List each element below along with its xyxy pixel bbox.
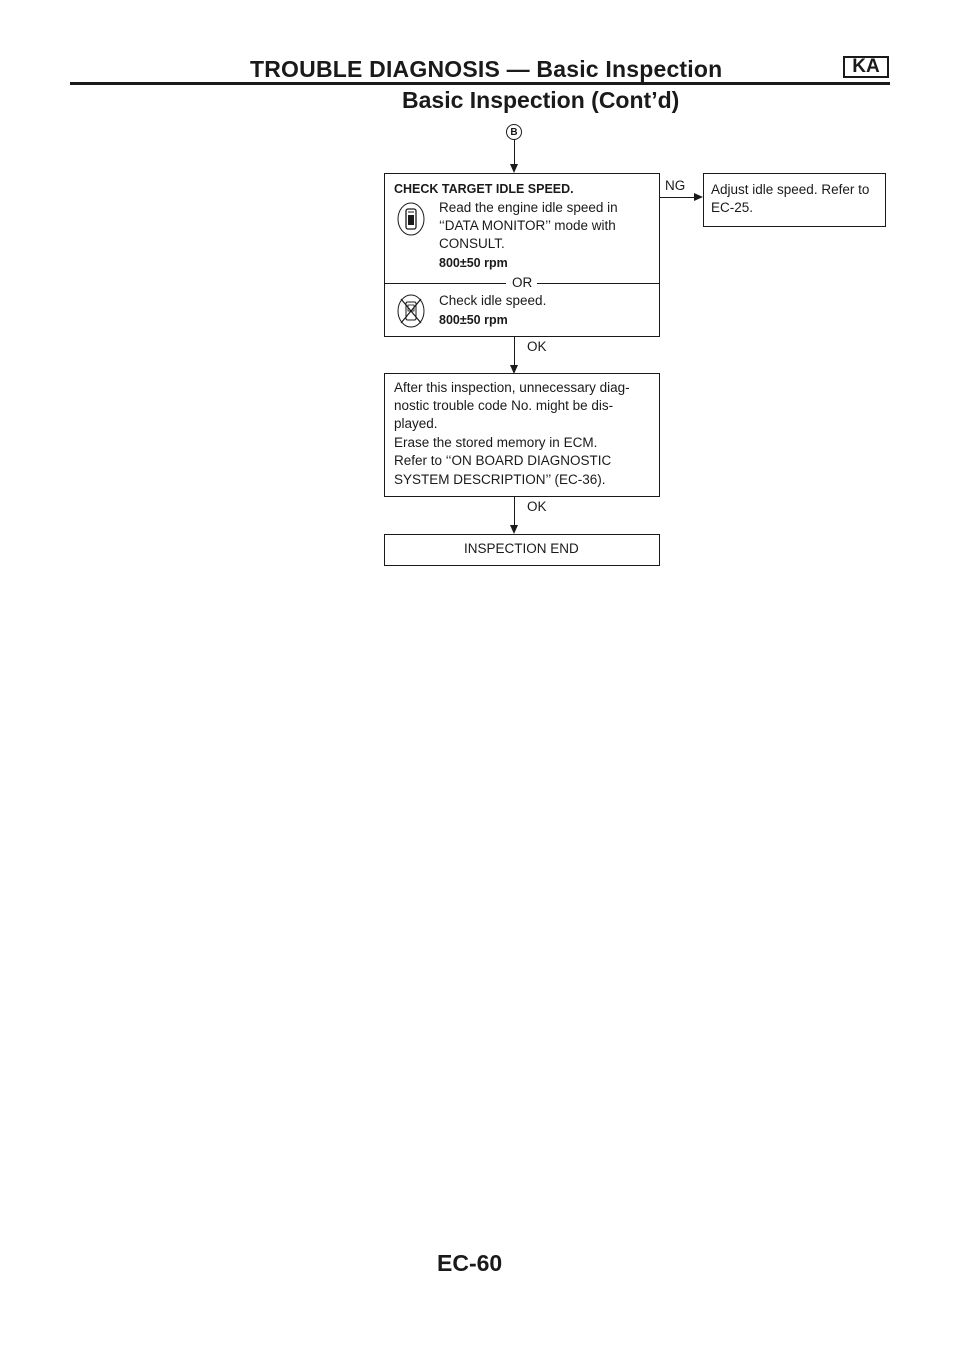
note-line-3: played. bbox=[394, 416, 438, 431]
or-label: OR bbox=[512, 275, 533, 290]
ng-label: NG bbox=[665, 178, 686, 193]
ng-line-1: Adjust idle speed. Refer to bbox=[711, 182, 870, 197]
check-line-1: Read the engine idle speed in bbox=[439, 200, 618, 215]
ng-line-2: EC-25. bbox=[711, 200, 754, 215]
note-line-4: Erase the stored memory in ECM. bbox=[394, 435, 598, 450]
flow-line-connector bbox=[514, 140, 515, 165]
ok-label-1: OK bbox=[527, 339, 547, 354]
page-title: TROUBLE DIAGNOSIS — Basic Inspection bbox=[250, 56, 723, 82]
check-line-4: Check idle speed. bbox=[439, 293, 547, 308]
flow-arrow-right bbox=[694, 193, 703, 201]
flow-line-ok-2 bbox=[514, 497, 515, 526]
note-line-2: nostic trouble code No. might be dis- bbox=[394, 398, 614, 413]
flow-line-ng bbox=[660, 197, 694, 198]
section-code-badge: KA bbox=[843, 56, 889, 78]
page-subtitle: Basic Inspection (Cont’d) bbox=[402, 87, 680, 113]
no-tools-icon bbox=[396, 293, 426, 329]
flow-line-ok-1 bbox=[514, 337, 515, 366]
ok-label-2: OK bbox=[527, 499, 547, 514]
page-number: EC-60 bbox=[437, 1250, 503, 1276]
check-heading: CHECK TARGET IDLE SPEED. bbox=[394, 182, 574, 196]
note-line-6: SYSTEM DESCRIPTION’’ (EC-36). bbox=[394, 472, 606, 487]
header-divider bbox=[70, 82, 890, 85]
flow-arrow-down bbox=[510, 164, 518, 173]
check-line-3: CONSULT. bbox=[439, 236, 505, 251]
note-line-5: Refer to ‘‘ON BOARD DIAGNOSTIC bbox=[394, 453, 612, 468]
consult-tester-icon bbox=[396, 201, 426, 237]
check-line-2: ‘‘DATA MONITOR’’ mode with bbox=[439, 218, 616, 233]
flow-connector-b bbox=[506, 124, 522, 140]
connector-label: B bbox=[510, 126, 518, 138]
note-line-1: After this inspection, unnecessary diag- bbox=[394, 380, 630, 395]
flow-arrow-down bbox=[510, 525, 518, 534]
check-spec-2: 800±50 rpm bbox=[439, 313, 508, 327]
or-divider bbox=[385, 275, 659, 291]
end-text: INSPECTION END bbox=[464, 541, 579, 556]
check-spec-1: 800±50 rpm bbox=[439, 256, 508, 270]
